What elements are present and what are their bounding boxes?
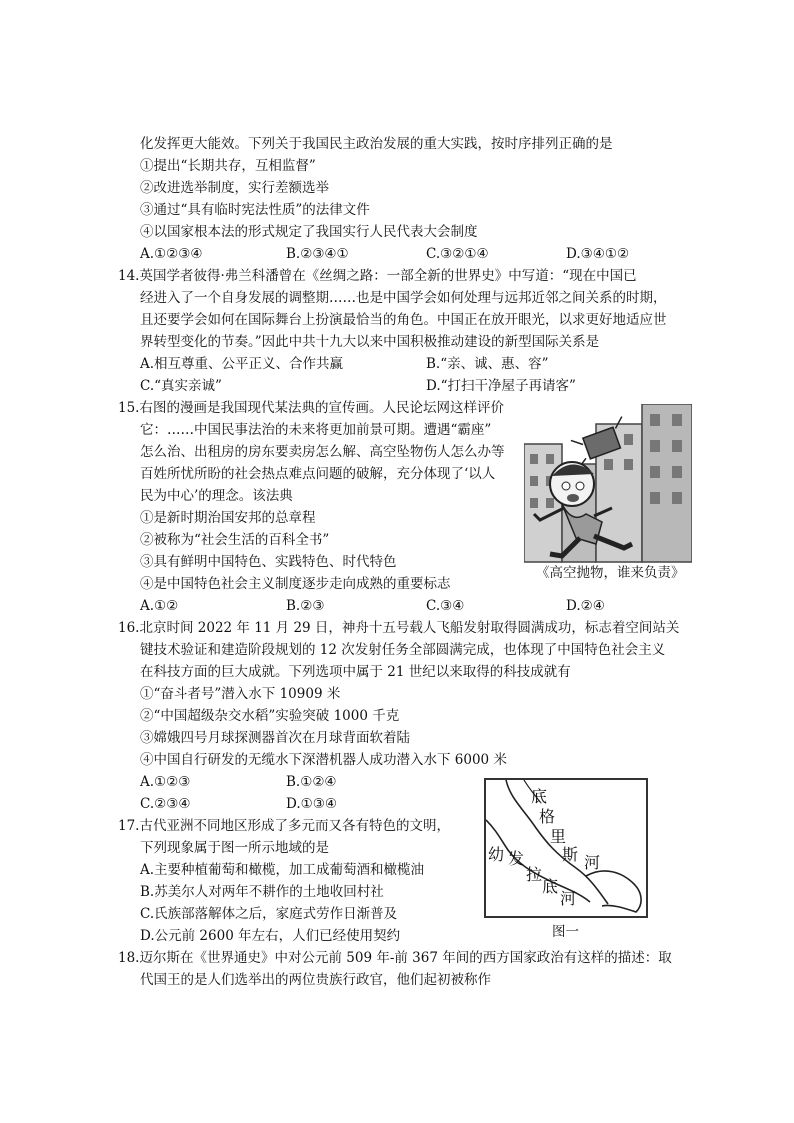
map-label-tigris-5: 河 <box>584 853 601 872</box>
map-label-tigris-2: 格 <box>539 807 556 826</box>
cartoon-caption: 《高空抛物，谁来负责》 <box>536 565 685 581</box>
q14-line-1: 14.英国学者彼得·弗兰科潘曾在《丝绸之路：一部全新的世界史》中写道：“现在中国已 <box>118 268 637 284</box>
q16-item-4: ④中国自行研发的无缆水下深潜机器人成功潜入水下 6000 米 <box>140 752 507 768</box>
q15-option-c: C.③④ <box>426 598 465 614</box>
q16-option-d: D.①③④ <box>286 796 337 812</box>
q18-line-2: 代国王的是人们选举出的两位贵族行政官，他们起初被称作 <box>140 972 491 988</box>
q18-line-1: 18.迈尔斯在《世界通史》中对公元前 509 年-前 367 年间的西方国家政治有这样的描述：取 <box>118 950 672 966</box>
cartoon-image <box>524 404 692 564</box>
map-label-tigris-3: 里 <box>550 827 567 846</box>
q15-option-b: B.②③ <box>286 598 325 614</box>
q14-option-d: D.“打扫干净屋子再请客” <box>426 378 576 394</box>
q16-item-1: ①“奋斗者号”潜入水下 10909 米 <box>140 686 341 702</box>
q13-item-3: ③通过“具有临时宪法性质”的法律文件 <box>140 202 370 218</box>
q15-line-4: 百姓所忧所盼的社会热点难点问题的破解，充分体现了‘以人 <box>140 466 496 482</box>
q16-option-b: B.①②④ <box>286 774 337 790</box>
q13-option-d: D.③④①② <box>566 246 630 262</box>
q15-option-d: D.②④ <box>566 598 605 614</box>
map-caption: 图一 <box>552 924 579 940</box>
q15-item-2: ②被称为“社会生活的百科全书” <box>140 532 330 548</box>
q15-line-5: 民为中心’的理念。该法典 <box>140 488 293 504</box>
q13-option-c: C.③②①④ <box>426 246 489 262</box>
q17-option-c: C.氏族部落解体之后，家庭式劳作日渐普及 <box>140 906 398 922</box>
q16-line-2: 键技术验证和建造阶段规划的 12 次发射任务全部圆满完成，也体现了中国特色社会主义 <box>140 642 666 658</box>
q15-item-1: ①是新时期治国安邦的总章程 <box>140 510 316 526</box>
q13-item-1: ①提出“长期共存，互相监督” <box>140 158 316 174</box>
q14-option-c: C.“真实亲诚” <box>140 378 222 394</box>
q14-option-a: A.相互尊重、公平正义、合作共赢 <box>140 356 344 372</box>
q16-option-c: C.②③④ <box>140 796 191 812</box>
mesopotamia-map <box>484 778 648 918</box>
q17-option-b: B.苏美尔人对两年不耕作的土地收回村社 <box>140 884 384 900</box>
map-label-euphrates-2: 发 <box>508 849 525 868</box>
q15-item-4: ④是中国特色社会主义制度逐步走向成熟的重要标志 <box>140 576 451 592</box>
map-label-euphrates-3: 拉 <box>526 865 543 884</box>
q15-line-2: 它：……中国民事法治的未来将更加前景可期。遭遇“霸座” <box>140 422 492 438</box>
q17-option-a: A.主要种植葡萄和橄榄，加工成葡萄酒和橄榄油 <box>140 862 425 878</box>
q16-line-3: 在科技方面的巨大成就。下列选项中属于 21 世纪以来取得的科技成就有 <box>140 664 571 680</box>
map-label-euphrates-5: 河 <box>560 889 577 908</box>
q14-line-2: 经进入了一个自身发展的调整期……也是中国学会如何处理与远邦近邻之间关系的时期， <box>140 290 667 306</box>
q13-item-2: ②改进选举制度，实行差额选举 <box>140 180 329 196</box>
q15-line-1: 15.右图的漫画是我国现代某法典的宣传画。人民论坛网这样评价 <box>118 400 504 416</box>
q13-item-4: ④以国家根本法的形式规定了我国实行人民代表大会制度 <box>140 224 478 240</box>
q16-item-3: ③嫦娥四号月球探测器首次在月球背面软着陆 <box>140 730 410 746</box>
map-label-tigris-4: 斯 <box>562 845 579 864</box>
q13-option-b: B.②③④① <box>286 246 349 262</box>
q16-line-1: 16.北京时间 2022 年 11 月 29 日，神舟十五号载人飞船发射取得圆满成功，标志着空间站关 <box>118 620 680 636</box>
q16-option-a: A.①②③ <box>140 774 191 790</box>
q15-line-3: 怎么治、出租房的房东要卖房怎么解、高空坠物伤人怎么办等 <box>140 444 505 460</box>
q17-option-d: D.公元前 2600 年左右，人们已经使用契约 <box>140 928 401 944</box>
q14-line-4: 界转型变化的节奏。”因此中共十九大以来中国积极推动建设的新型国际关系是 <box>140 334 600 350</box>
q14-option-b: B.“亲、诚、惠、容” <box>426 356 549 372</box>
q13-line-1: 化发挥更大能效。下列关于我国民主政治发展的重大实践，按时序排列正确的是 <box>140 136 613 152</box>
q14-line-3: 且还要学会如何在国际舞台上扮演最恰当的角色。中国正在放开眼光，以求更好地适应世 <box>140 312 667 328</box>
map-label-tigris-1: 底 <box>531 787 548 806</box>
map-label-euphrates-4: 底 <box>542 877 559 896</box>
q17-line-2: 下列现象属于图一所示地域的是 <box>140 840 329 856</box>
q16-item-2: ②“中国超级杂交水稻”实验突破 1000 千克 <box>140 708 400 724</box>
q17-line-1: 17.古代亚洲不同地区形成了多元而又各有特色的文明， <box>118 818 450 834</box>
q15-option-a: A.①② <box>140 598 179 614</box>
q15-item-3: ③具有鲜明中国特色、实践特色、时代特色 <box>140 554 397 570</box>
map-label-euphrates-1: 幼 <box>488 845 505 864</box>
q13-option-a: A.①②③④ <box>140 246 203 262</box>
